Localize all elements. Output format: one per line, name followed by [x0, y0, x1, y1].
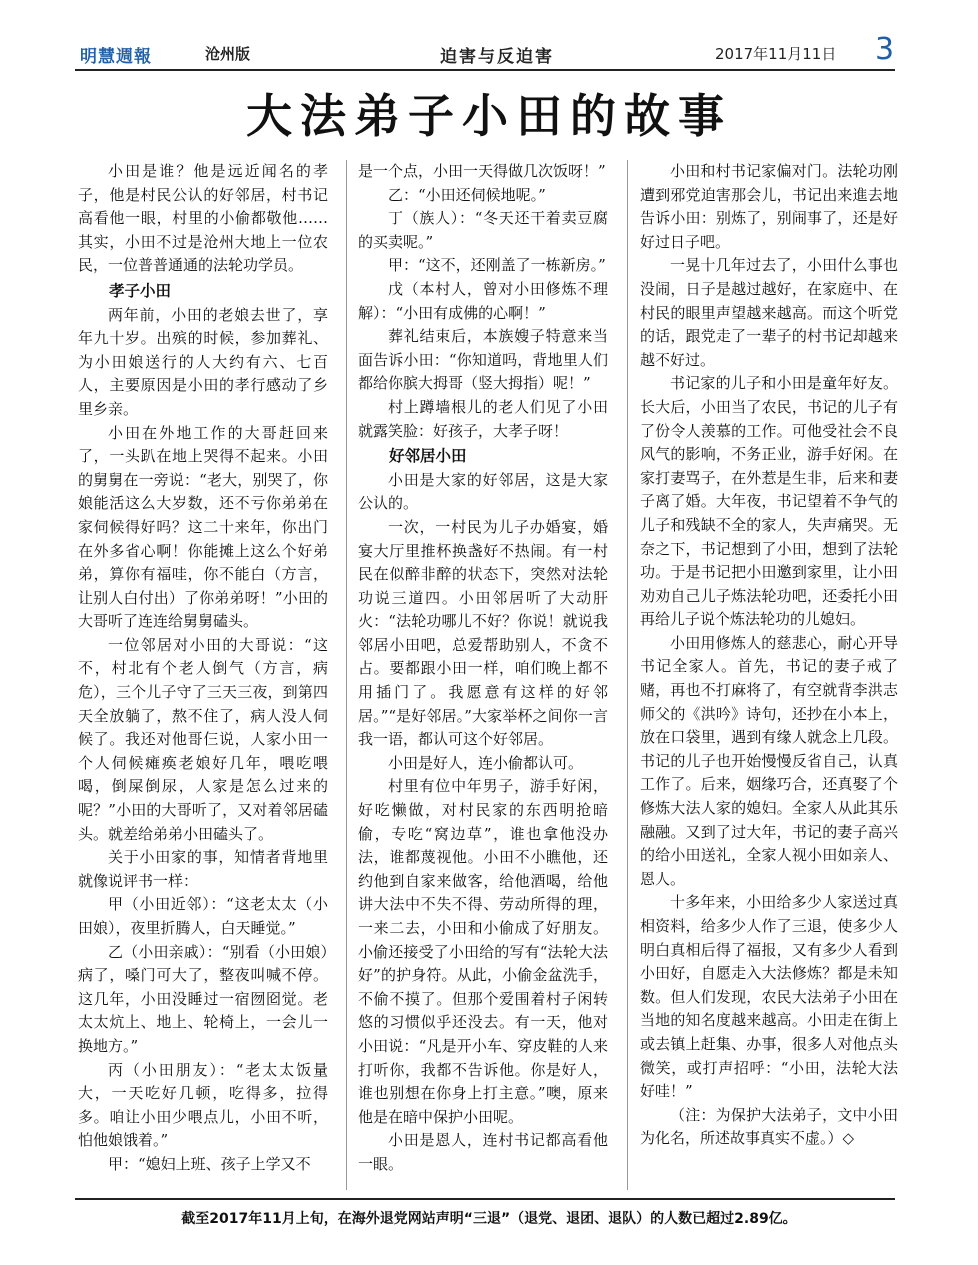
paragraph: 甲（小田近邻）：“这老太太（小田娘），夜里折腾人，白天睡觉。”	[78, 895, 328, 937]
paragraph: 书记家的儿子和小田是童年好友。长大后，小田当了农民，书记的儿子有了份令人羡慕的工作。可他受社会不良风气的影响，不务正业，游手好闲。在家打妻骂子，在外惹是生非，后来和妻子离了婚。大年夜，书记望着不争气的儿子和残缺不全的家人，失声痛哭。无奈之下，书记想到了小田，想到了法轮功。于是书记把小田邀到家里，让小田劝劝自己儿子炼法轮功吧，还委托小田再给儿子说个炼法轮功的儿媳妇。	[640, 374, 898, 629]
paragraph: 一位邻居对小田的大哥说：“这不，村北有个老人倒气（方言，病危），三个儿子守了三天三夜，到第四天全放躺了，熬不住了，病人没人伺候了。我还对他哥仨说，人家小田一个人伺候瘫痪老娘好几年，喂吃喂喝，倒屎倒尿，人家是怎么过来的呢？”小田的大哥听了，又对着邻居磕头。就差给弟弟小田磕头了。	[78, 635, 328, 843]
paragraph: 小田用修炼人的慈悲心，耐心开导书记全家人。首先，书记的妻子戒了赌，再也不打麻将了，有空就背李洪志师父的《洪吟》诗句，还抄在小本上，放在口袋里，遇到有缘人就念上几段。书记的儿子也开始慢慢反省自己，认真工作了。后来，姻缘巧合，还真娶了个修炼大法人家的媳妇。全家人从此其乐融融。又到了过大年，书记的妻子高兴的给小田送礼，全家人视小田如亲人、恩人。	[640, 633, 898, 888]
paragraph: 关于小田家的事，知情者背地里就像说评书一样：	[78, 848, 328, 890]
paragraph: 一次，一村民为儿子办婚宴，婚宴大厅里推杯换盏好不热闹。有一村民在似醉非醉的状态下，突然对法轮功说三道四。小田邻居听了大动肝火：“法轮功哪儿不好？你说！就说我邻居小田吧，总爱帮助别人，不贪不占。要都跟小田一样，咱们晚上都不用插门了。我愿意有这样的好邻居。”“是好邻居。”大家举杯之间你一言我一语，都认可这个好邻居。	[358, 517, 608, 749]
paragraph: 村上蹲墙根儿的老人们见了小田就露笑脸：好孩子，大孝子呀！	[358, 397, 608, 440]
paragraph: 是一个点，小田一天得做几次饭呀！”	[358, 162, 606, 180]
masthead: 明慧週報	[80, 47, 152, 67]
paragraph: 小田在外地工作的大哥赶回来了，一头趴在地上哭得不起来。小田的舅舅在一旁说：“老大，别哭了，你娘能活这么大岁数，还不亏你弟弟在家伺候得好吗？这二十来年，你出门在外多省心啊！你能摊上这么个好弟弟，算你有福哇，你不能白（方言，让别人白付出）了你弟弟呀！”小田的大哥听了连连给舅舅磕头。	[78, 423, 328, 631]
paragraph: 小田是大家的好邻居，这是大家公认的。	[358, 470, 608, 513]
footer-note: 截至2017年11月上旬，在海外退党网站声明“三退”（退党、退团、退队）的人数已超过2.89亿。	[181, 1211, 797, 1227]
paragraph: 戊（本村人，曾对小田修炼不理解）：“小田有成佛的心啊！”	[358, 279, 608, 322]
paragraph: 丙（小田朋友）：“老太太饭量大，一天吃好几顿，吃得多，拉得多。咱让小田少喂点儿，小田不听，怕他娘饿着。”	[78, 1060, 328, 1150]
issue-date: 2017年11月11日	[715, 45, 837, 63]
paragraph: 小田是谁？他是远近闻名的孝子，他是村民公认的好邻居，村书记高看他一眼，村里的小偷都敬他……其实，小田不过是沧州大地上一位农民，一位普普通通的法轮功学员。	[78, 162, 328, 275]
section-heading: 好邻居小田	[389, 447, 467, 466]
paragraph: 两年前，小田的老娘去世了，享年九十岁。出殡的时候，参加葬礼、为小田娘送行的人大约有六、七百人，主要原因是小田的孝行感动了乡里乡亲。	[78, 305, 328, 418]
paragraph: 小田是恩人，连村书记都高看他一眼。	[358, 1131, 608, 1173]
paragraph: 村里有位中年男子，游手好闲，好吃懒做，对村民家的东西明抢暗偷，专吃“窝边草”，谁也拿他没办法，谁都蔑视他。小田不小瞧他，还约他到自家来做客，给他酒喝，给他讲大法中不失不得、劳动所得的理，一来二去，小田和小偷成了好朋友。小偷还接受了小田给的写有“法轮大法好”的护身符。从此，小偷金盆洗手，不偷不摸了。但那个爱围着村子闲转悠的习惯似乎还没去。有一天，他对小田说：“凡是开小车、穿皮鞋的人来打听你，我都不告诉他。你是好人，谁也别想在你身上打主意。”噢，原来他是在暗中保护小田呢。	[358, 777, 608, 1126]
section-title: 迫害与反迫害	[440, 47, 554, 67]
section-heading: 孝子小田	[109, 281, 172, 300]
paragraph: 丁（族人）：“冬天还干着卖豆腐的买卖呢。”	[358, 209, 608, 251]
paragraph: 小田和村书记家偏对门。法轮功刚遭到邪党迫害那会儿，书记出来進去地告诉小田：别炼了，别闹事了，还是好好过日子吧。	[640, 162, 898, 251]
column-divider	[346, 160, 347, 1190]
paragraph: 葬礼结束后，本族嫂子特意来当面告诉小田：“你知道吗，背地里人们都给你膑大拇哥（竖大拇指）呢！”	[358, 327, 608, 393]
column-divider	[627, 160, 628, 1190]
page-number: 3	[875, 32, 895, 67]
paragraph: 乙（小田亲戚）：“别看（小田娘）病了，嗓门可大了，整夜叫喊不停。这几年，小田没睡过一宿囫囵觉。老太太炕上、地上、轮椅上，一会儿一换地方。”	[78, 942, 328, 1055]
paragraph: 甲：“媳妇上班、孩子上学又不	[108, 1154, 311, 1173]
paragraph: 一晃十几年过去了，小田什么事也没闹，日子是越过越好，在家庭中、在村民的眼里声望越来越高。而这个听党的话，跟党走了一辈子的村书记却越来越不好过。	[640, 256, 898, 369]
paragraph: （注：为保护大法弟子，文中小田为化名，所述故事真实不虚。）◇	[640, 1105, 898, 1148]
article-column-2	[358, 160, 608, 1177]
article-column-3	[640, 160, 898, 1151]
paragraph: 甲：“这不，还刚盖了一栋新房。”	[388, 256, 606, 275]
paragraph: 小田是好人，连小偷都认可。	[388, 753, 584, 772]
paragraph: 乙：“小田还伺候地呢。”	[388, 185, 546, 204]
header-rule	[75, 69, 895, 71]
footer-rule	[75, 1198, 895, 1200]
article-title: 大法弟子小田的故事	[246, 89, 732, 143]
article-column-1	[78, 160, 328, 1177]
paragraph: 十多年来，小田给多少人家送过真相资料，给多少人作了三退，使多少人明白真相后得了福报，又有多少人看到小田好，自愿走入大法修炼？都是未知数。但人们发现，农民大法弟子小田在当地的知名度越来越高。小田走在街上或去镇上赶集、办事，很多人对他点头微笑，或打声招呼：“小田，法轮大法好哇！”	[640, 893, 898, 1101]
page-header	[75, 32, 915, 70]
edition-label: 沧州版	[205, 45, 251, 63]
